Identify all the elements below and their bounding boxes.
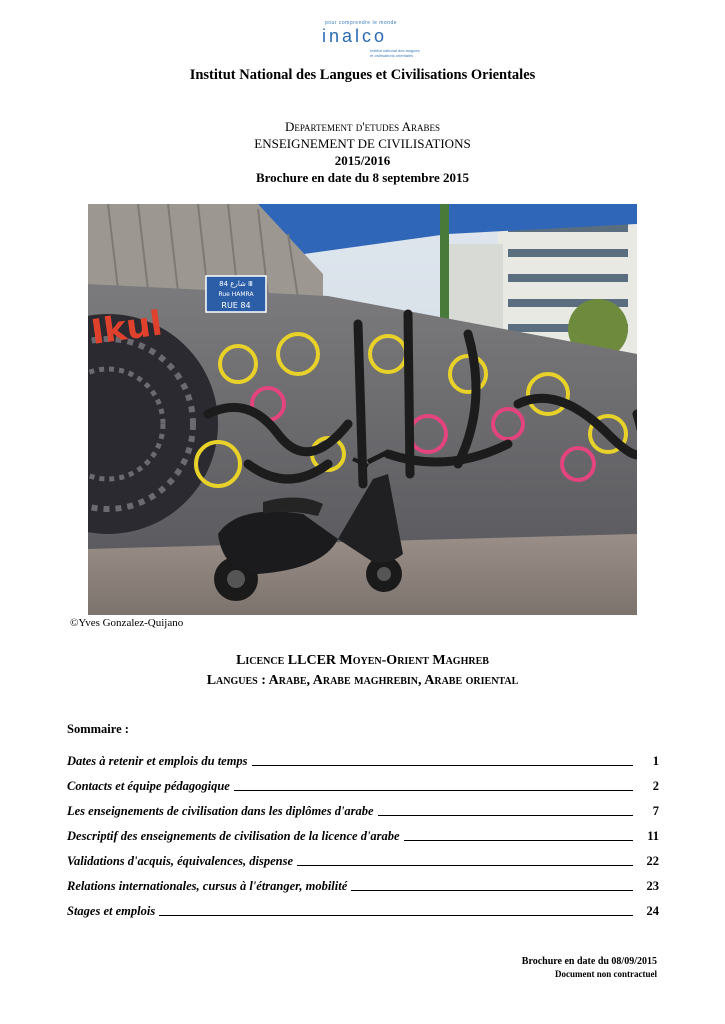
- footer: [522, 956, 657, 979]
- sign-bottom: RUE 84: [221, 301, 251, 310]
- toc-entry-page: 23: [646, 879, 659, 893]
- footer-note: Document non contractuel: [555, 969, 657, 979]
- toc-entry-page: 1: [652, 754, 659, 768]
- institution-title: Institut National des Langues et Civilisations Orientales: [189, 67, 536, 83]
- inalco-logo: [322, 20, 420, 66]
- department-name: Departement d'etudes Arabes: [284, 119, 441, 134]
- academic-year: 2015/2016: [334, 153, 391, 168]
- toc-entry-page: 7: [652, 804, 659, 818]
- toc-entry-label: Relations internationales, cursus à l'étranger, mobilité: [67, 879, 348, 893]
- toc-entry[interactable]: [67, 794, 659, 819]
- sign-mid: Rue HAMRA: [218, 291, 254, 298]
- toc-entry[interactable]: [67, 744, 659, 769]
- toc-entry-label: Validations d'acquis, équivalences, dispense: [67, 854, 294, 868]
- toc-entry[interactable]: [67, 869, 659, 894]
- teaching-name: ENSEIGNEMENT DE CIVILISATIONS: [254, 136, 471, 151]
- toc-entry-label: Les enseignements de civilisation dans les diplômes d'arabe: [67, 804, 374, 818]
- brochure-date: Brochure en date du 8 septembre 2015: [255, 170, 470, 185]
- toc-entry[interactable]: [67, 769, 659, 794]
- sign-top: شارع 84 Ⅲ: [219, 280, 253, 288]
- toc-leader: [159, 915, 633, 916]
- toc-entry-page: 24: [646, 904, 659, 918]
- toc-leader: [404, 840, 633, 841]
- toc-entry-label: Dates à retenir et emplois du temps: [67, 754, 248, 768]
- toc-entry[interactable]: [67, 894, 659, 919]
- footer-date: Brochure en date du 08/09/2015: [521, 956, 657, 967]
- toc-entry-page: 11: [647, 829, 659, 843]
- logo-tagline: pour comprendre le monde: [325, 20, 398, 26]
- licence-line-2: Langues : Arabe, Arabe maghrebin, Arabe oriental: [206, 673, 519, 688]
- pole: [440, 204, 449, 334]
- red-tag: Ikul: [88, 303, 165, 353]
- logo-subtitle: Institut national des langues et civilisations orientales: [370, 48, 420, 58]
- toc-leader: [234, 790, 633, 791]
- sommaire-title: Sommaire :: [67, 722, 129, 736]
- toc-entry[interactable]: [67, 819, 659, 844]
- toc-leader: [378, 815, 633, 816]
- photo-credit: ©Yves Gonzalez-Quijano: [70, 617, 184, 629]
- logo-name: inalco: [322, 26, 388, 46]
- department-block: [0, 118, 725, 186]
- toc-entry-label: Descriptif des enseignements de civilisation de la licence d'arabe: [67, 829, 400, 843]
- toc-entry[interactable]: [67, 844, 659, 869]
- toc-leader: [351, 890, 633, 891]
- toc-entry-page: 2: [652, 779, 659, 793]
- licence-line-1: Licence LLCER Moyen-Orient Maghreb: [236, 653, 489, 668]
- toc-entry-label: Stages et emplois: [67, 904, 156, 918]
- street-sign: [206, 276, 266, 312]
- licence-title: [0, 651, 725, 691]
- cover-photo: [88, 204, 637, 615]
- table-of-contents: [67, 744, 659, 919]
- toc-leader: [252, 765, 633, 766]
- toc-leader: [297, 865, 633, 866]
- toc-entry-label: Contacts et équipe pédagogique: [67, 779, 230, 793]
- toc-entry-page: 22: [646, 854, 659, 868]
